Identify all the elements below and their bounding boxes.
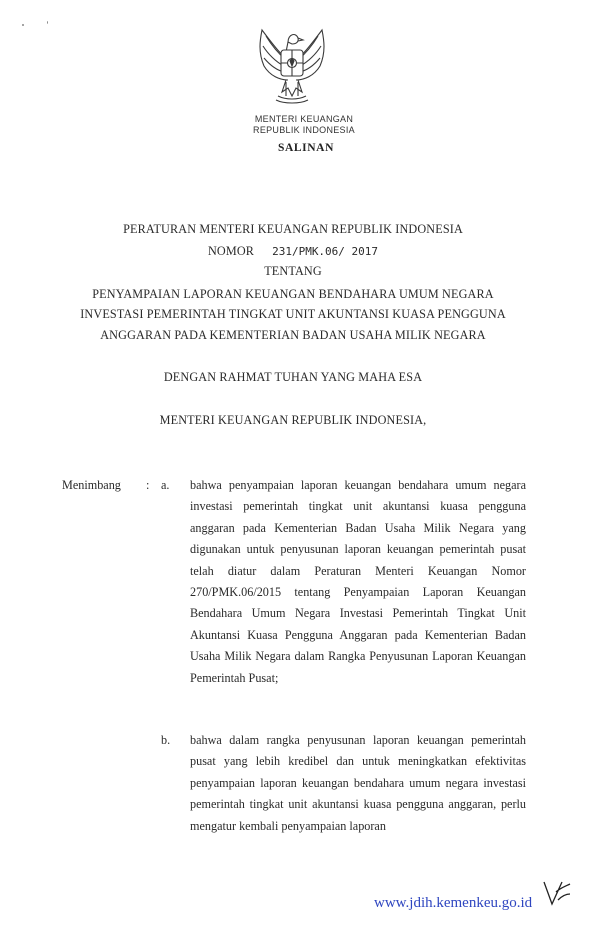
item-marker: b. [161, 733, 171, 747]
considering-item-b: bahwa dalam rangka penyusunan laporan keuangan pemerintah pusat yang lebih kredibel dan untuk meningkatkan efektivitas penyampaian laporan keuangan bendahara umum negara investasi pemerintah tingkat unit akuntansi kuasa pengguna anggaran, perlu mengatur kembali penyampaian laporan [190, 733, 526, 833]
considering-separator: : [146, 478, 150, 492]
garuda-emblem-icon [248, 22, 336, 108]
subject-line-1: PENYAMPAIAN LAPORAN KEUANGAN BENDAHARA UMUM NEGARA [92, 287, 494, 301]
subject-line-2: INVESTASI PEMERINTAH TINGKAT UNIT AKUNTANSI KUASA PENGGUNA [80, 307, 506, 321]
initial-signature-icon [540, 878, 574, 908]
institution-line-1: MENTERI KEUANGAN [254, 114, 354, 124]
issuer: MENTERI KEUANGAN REPUBLIK INDONESIA, [159, 413, 427, 427]
regulation-number [0, 244, 586, 259]
scan-speck [47, 21, 48, 24]
subject-line-3: ANGGARAN PADA KEMENTERIAN BADAN USAHA MILIK NEGARA [100, 328, 486, 342]
scan-speck [22, 24, 24, 26]
invocation: DENGAN RAHMAT TUHAN YANG MAHA ESA [163, 370, 423, 384]
regulation-title: PERATURAN MENTERI KEUANGAN REPUBLIK INDONESIA [123, 222, 463, 236]
item-marker: a. [161, 478, 170, 492]
institution-line-2: REPUBLIK INDONESIA [253, 125, 355, 135]
website-link[interactable]: www.jdih.kemenkeu.go.id [374, 895, 533, 911]
copy-mark: SALINAN [278, 142, 334, 154]
number-value: 231/PMK.06/ 2017 [272, 245, 379, 258]
considering-item-a: bahwa penyampaian laporan keuangan bendahara umum negara investasi pemerintah tingkat unit akuntansi kuasa pengguna anggaran pada Kementerian Badan Usaha Milik Negara yang digunakan untuk penyusunan laporan keuangan pemerintah pusat telah diatur dalam Peraturan Menteri Keuangan Nomor 270/PMK.06/2015 tentang Penyampaian Laporan Keuangan Bendahara Umum Negara Investasi Pemerintah Tingkat Unit Akuntansi Kuasa Pengguna Anggaran pada Kementerian Badan Usaha Milik Negara dalam Rangka Penyusunan Laporan Keuangan Pemerintah Pusat; [190, 478, 526, 685]
about-label: TENTANG [264, 264, 322, 278]
number-label: NOMOR [207, 244, 255, 258]
considering-label: Menimbang [62, 478, 121, 492]
